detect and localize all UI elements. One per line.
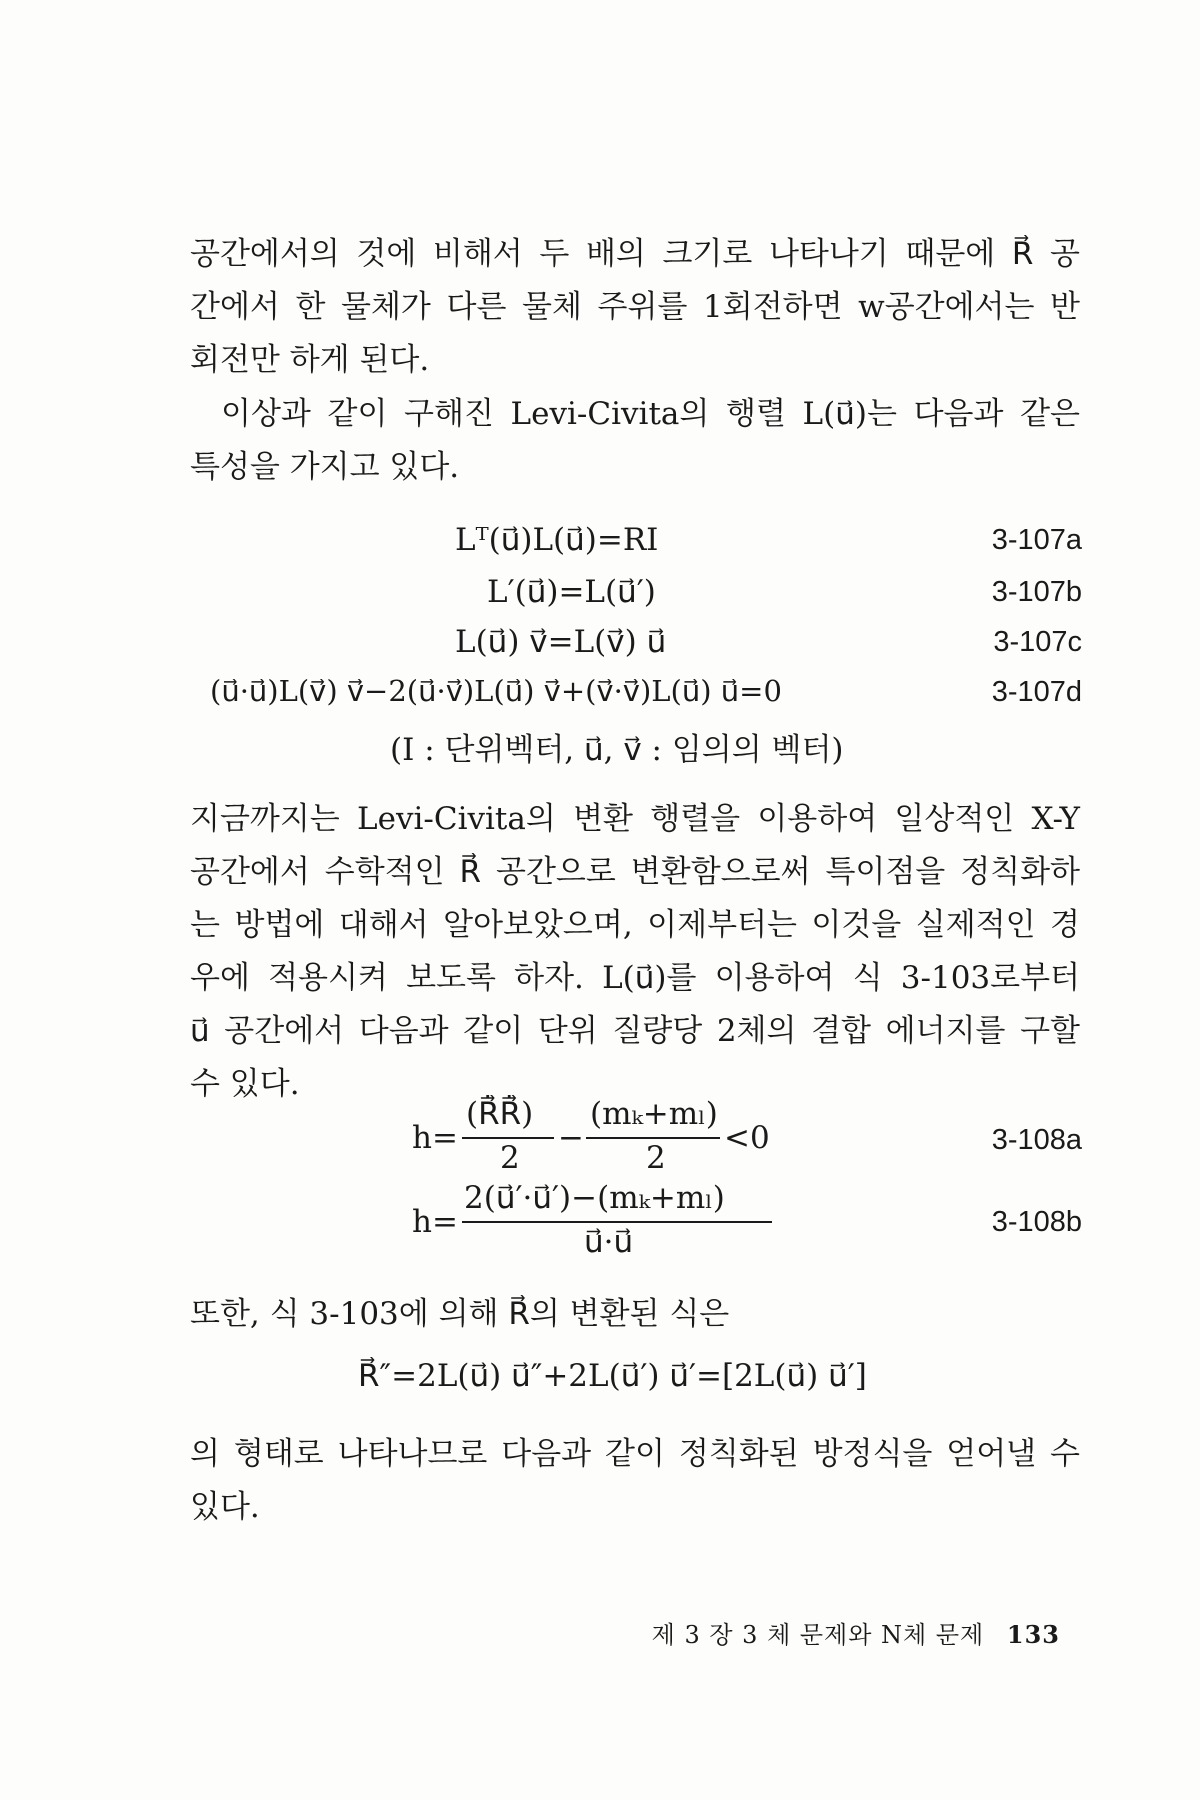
p4-line-1: 또한, 식 3-103에 의해 R⃗의 변환된 식은	[190, 1296, 730, 1332]
equation-number-3-107d: 3-107d	[991, 676, 1082, 708]
equation-r-double-prime: R⃗″=2L(u⃗) u⃗″+2L(u⃗′) u⃗′=[2L(u⃗) u⃗′]	[358, 1358, 867, 1394]
eq108b-fraction-bar	[462, 1221, 772, 1223]
equation-number-3-107a: 3-107a	[991, 524, 1082, 556]
eq108b-denominator: u⃗·u⃗	[584, 1224, 634, 1260]
page-footer	[652, 1615, 1060, 1650]
equation-3-107c: L(u⃗) v⃗=L(v⃗) u⃗	[455, 624, 667, 660]
equation-3-107d: (u⃗·u⃗)L(v⃗) v⃗−2(u⃗·v⃗)L(u⃗) v⃗+(v⃗·v⃗)L(u⃗) u⃗=0	[210, 674, 782, 708]
eq108a-numerator-2: (mₖ+mₗ)	[590, 1096, 718, 1132]
p2-line-2: 특성을 가지고 있다.	[190, 449, 460, 485]
page-number: 133	[1006, 1620, 1060, 1649]
eq108a-minus: −	[558, 1120, 584, 1156]
paragraph-5	[190, 1428, 1080, 1534]
eq108b-lhs: h=	[412, 1204, 458, 1240]
p3-line-2: 공간에서 수학적인 R⃗ 공간으로 변환함으로써 특이점을 정칙화하	[190, 854, 1080, 890]
paragraph-1	[190, 228, 1080, 387]
p3-line-1: 지금까지는 Levi-Civita의 변환 행렬을 이용하여 일상적인 X-Y	[190, 801, 1080, 837]
equation-3-107a: Lᵀ(u⃗)L(u⃗)=RI	[455, 522, 659, 558]
p1-line-2: 간에서 한 물체가 다른 물체 주위를 1회전하면 w공간에서는 반	[190, 289, 1080, 325]
p2-line-1: 이상과 같이 구해진 Levi-Civita의 행렬 L(u⃗)는 다음과 같은	[221, 396, 1080, 432]
p3-line-3: 는 방법에 대해서 알아보았으며, 이제부터는 이것을 실제적인 경	[190, 907, 1080, 943]
eq108a-denominator-2: 2	[646, 1140, 666, 1176]
chapter-title: 제 3 장 3 체 문제와 N체 문제	[651, 1621, 985, 1649]
eq108a-denominator-1: 2	[500, 1140, 520, 1176]
p3-line-4: 우에 적용시켜 보도록 하자. L(u⃗)를 이용하여 식 3-103로부터	[190, 960, 1080, 996]
equation-3-107b: L′(u⃗)=L(u⃗′)	[487, 574, 656, 610]
p1-line-1: 공간에서의 것에 비해서 두 배의 크기로 나타나기 때문에 R⃗ 공	[190, 236, 1080, 272]
eq108b-numerator: 2(u⃗′·u⃗′)−(mₖ+mₗ)	[464, 1180, 725, 1216]
eq108a-lhs: h=	[412, 1120, 458, 1156]
p1-line-3: 회전만 하게 된다.	[190, 342, 430, 378]
eq108a-fraction-bar-2	[586, 1137, 720, 1139]
equation-number-3-107b: 3-107b	[991, 576, 1082, 608]
equation-number-3-108a: 3-108a	[991, 1124, 1082, 1156]
p3-line-5: u⃗ 공간에서 다음과 같이 단위 질량당 2체의 결합 에너지를 구할	[190, 1013, 1080, 1049]
eq108a-numerator-1: (R⃗̇R⃗̇)	[466, 1096, 534, 1132]
p5-line-2: 있다.	[190, 1489, 260, 1525]
p3-line-6: 수 있다.	[190, 1066, 300, 1102]
paragraph-4	[190, 1288, 1080, 1341]
eq108a-tail: <0	[724, 1120, 770, 1156]
paragraph-2	[190, 388, 1080, 494]
equation-note: (I : 단위벡터, u⃗, v⃗ : 임의의 벡터)	[390, 732, 844, 768]
equation-number-3-108b: 3-108b	[991, 1206, 1082, 1238]
equation-number-3-107c: 3-107c	[993, 626, 1082, 658]
paragraph-3	[190, 793, 1080, 1111]
eq108a-fraction-bar-1	[462, 1137, 554, 1139]
p5-line-1: 의 형태로 나타나므로 다음과 같이 정칙화된 방정식을 얻어낼 수	[190, 1436, 1080, 1472]
